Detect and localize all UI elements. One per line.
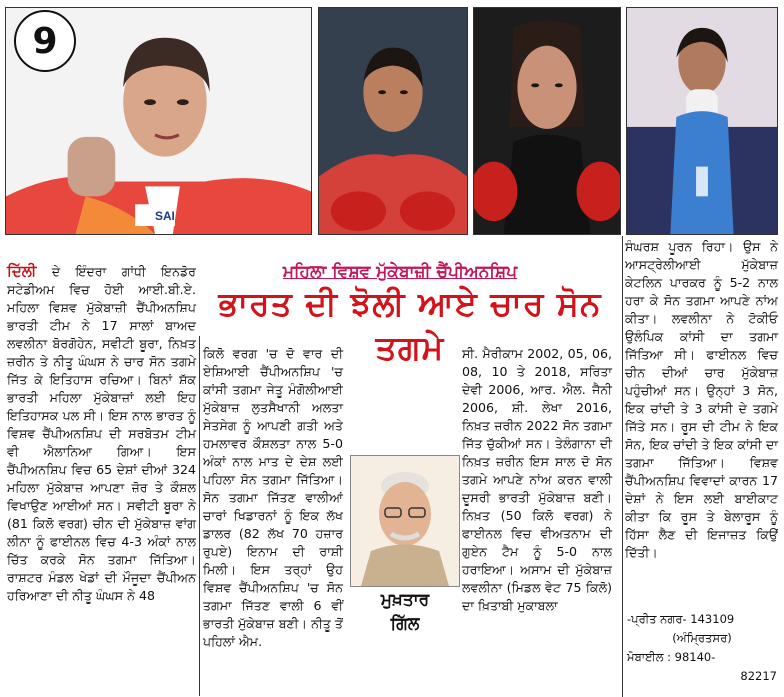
column-1-text: ਦੇ ਇੰਦਰਾ ਗਾਂਧੀ ਇਨਡੋਰ ਸਟੇਡੀਅਮ ਵਿਚ ਹੋਈ ਆਈ.ਬੀ.ਏ. ਮਹਿਲਾ ਵਿਸ਼ਵ ਮੁੱਕੇਬਾਜ਼ੀ ਚੈਂਪੀਅਨਸ਼ਿਪ ਭਾਰਤੀ ਟੀਮ ਨੇ 17 ਸਾਲਾਂ ਬਾਅਦ ਲਵਲੀਨਾ ਬੋਰਗੋਹੇਨ, ਸਵੀਟੀ ਬੂਰਾ, ਨਿਖ਼ਤ ਜ਼ਰੀਨ ਤੇ ਨੀਤੂ ਘੰਘਸ ਨੇ ਚਾਰ ਸੋਨ ਤਗਮੇ ਜਿੱਤ ਕੇ ਇਤਿਹਾਸ ਰਚਿਆ। ਬਿਨਾਂ ਸ਼ੱਕ ਭਾਰਤੀ ਮਹਿਲਾ ਮੁੱਕੇਬਾਜ਼ਾਂ ਲਈ ਇਹ ਇਤਿਹਾਸਕ ਪਲ ਸੀ। ਇਸ ਨਾਲ ਭਾਰਤ ਨੂੰ ਵਿਸ਼ਵ ਚੈਂਪੀਅਨਸ਼ਿਪ ਦੀ ਸਰਬੋਤਮ ਟੀਮ ਵੀ ਐਲਾਨਿਆ ਗਿਆ। ਇਸ ਚੈਂਪੀਅਨਸ਼ਿਪ ਵਿਚ 65 ਦੇਸ਼ਾਂ ਦੀਆਂ 324 ਮਹਿਲਾ ਮੁੱਕੇਬਾਜ਼ ਆਪਣਾ ਜ਼ੋਰ ਤੇ ਕੌਸ਼ਲ ਵਿਖਾਉਣ ਆਈਆਂ ਸਨ। ਸਵੀਟੀ ਬੂਰਾ ਨੇ (81 ਕਿਲੋ ਵਰਗ) ਚੀਨ ਦੀ ਮੁੱਕੇਬਾਜ਼ ਵਾਂਗ ਲੀਨਾ ਨੂੰ ਫਾਈਨਲ ਵਿਚ 4-3 ਅੰਕਾਂ ਨਾਲ ਚਿੱਤ ਕਰਕੇ ਸੋਨ ਤਗਮਾ ਜਿੱਤਿਆ। ਰਾਸ਼ਟਰ ਮੰਡਲ ਖੇਡਾਂ ਦੀ ਮੌਜੂਦਾ ਚੈਂਪੀਅਨ ਹਰਿਆਣਾ ਦੀ ਨੀਤੂ ਘੰਘਸ ਨੇ 48 [7, 264, 196, 603]
column-2-text: ਕਿਲੋ ਵਰਗ 'ਚ ਦੋ ਵਾਰ ਦੀ ਏਸ਼ਿਆਈ ਚੈਂਪੀਅਨਸ਼ਿਪ 'ਚ ਕਾਂਸੀ ਤਗਮਾ ਜੇਤੂ ਮੰਗੋਲੀਆਈ ਮੁੱਕੇਬਾਜ਼ ਲੁਤਸੈਖਾਨੀ ਅਲਤਾ ਸੇਤਸੇਗ ਨੂੰ ਆਪਣੀ ਗਤੀ ਅਤੇ ਹਮਲਾਵਰ ਕੌਸ਼ਲਤਾ ਨਾਲ 5-0 ਅੰਕਾਂ ਨਾਲ ਮਾਤ ਦੇ ਦੇਸ਼ ਲਈ ਪਹਿਲਾ ਸੋਨ ਤਗਮਾ ਜਿੱਤਿਆ। ਸੋਨ ਤਗਮਾ ਜਿੱਤਣ ਵਾਲੀਆਂ ਚਾਰਾਂ ਖਿਡਾਰਨਾਂ ਨੂੰ ਇਕ ਲੱਖ ਡਾਲਰ (82 ਲੱਖ 70 ਹਜ਼ਾਰ ਰੁਪਏ) ਇਨਾਮ ਦੀ ਰਾਸ਼ੀ ਮਿਲੀ। ਇਸ ਤਰ੍ਹਾਂ ਉਹ ਵਿਸ਼ਵ ਚੈਂਪੀਅਨਸ਼ਿਪ 'ਚ ਸੋਨ ਤਗਮਾ ਜਿੱਤਣ ਵਾਲੀ 6 ਵੀਂ ਭਾਰਤੀ ਮੁੱਕੇਬਾਜ਼ ਬਣੀ। ਨੀਤੂ ਤੋਂ ਪਹਿਲਾਂ ਐਮ. [203, 346, 343, 649]
column-4-text: ਸੰਘਰਸ਼ ਪੂਰਨ ਰਿਹਾ। ਉਸ ਨੇ ਆਸਟ੍ਰੇਲੀਆਈ ਮੁੱਕੇਬਾਜ਼ ਕੇਟਲਿਨ ਪਾਰਕਰ ਨੂੰ 5-2 ਨਾਲ ਹਰਾ ਕੇ ਸੋਨ ਤਗਮਾ ਆਪਣੇ ਨਾਂਅ ਕੀਤਾ। ਲਵਲੀਨਾ ਨੇ ਟੋਕੀਓ ਉਲੰਪਿਕ ਕਾਂਸੀ ਦਾ ਤਗਮਾ ਜਿੱਤਿਆ ਸੀ। ਫਾਈਨਲ ਵਿਚ ਚੀਨ ਦੀਆਂ ਚਾਰ ਮੁੱਕੇਬਾਜ਼ ਪਹੁੰਚੀਆਂ ਸਨ। ਉਨ੍ਹਾਂ 3 ਸੋਨ, ਇਕ ਚਾਂਦੀ ਤੇ 3 ਕਾਂਸੀ ਦੇ ਤਗਮੇ ਜਿੱਤੇ ਸਨ। ਰੂਸ ਦੀ ਟੀਮ ਨੇ ਇਕ ਸੋਨ, ਇਕ ਚਾਂਦੀ ਤੇ ਇਕ ਕਾਂਸੀ ਦਾ ਤਗਮਾ ਜਿੱਤਿਆ। ਵਿਸ਼ਵ ਚੈਂਪੀਅਨਸ਼ਿਪ ਵਿਵਾਦਾਂ ਕਾਰਨ 17 ਦੇਸ਼ਾਂ ਨੇ ਇਸ ਲਈ ਬਾਈਕਾਟ ਕੀਤਾ ਕਿ ਰੂਸ ਤੇ ਬੇਲਾਰੂਸ ਨੂੰ ਹਿੱਸਾ ਲੈਣ ਦੀ ਇਜਾਜ਼ਤ ਕਿਉਂ ਦਿੱਤੀ। [625, 239, 778, 560]
column-divider-2 [622, 236, 623, 697]
author-name-line-1: ਮੁਖ਼ਤਾਰ [380, 590, 430, 610]
boxer-illustration-3 [474, 8, 620, 234]
article-column-2 [203, 345, 343, 651]
author-mobile-line-1: ਮੋਬਾਈਲ : 98140- [627, 650, 716, 664]
author-name-line-2: ਗਿੱਲ [390, 614, 420, 634]
boxer-photo-4 [626, 7, 778, 235]
author-address-line-1: -ਪ੍ਰੀਤ ਨਗਰ- 143109 [627, 612, 735, 626]
author-name [350, 588, 460, 636]
article-headline: ਭਾਰਤ ਦੀ ਝੋਲੀ ਆਏ ਚਾਰ ਸੋਨ ਤਗਮੇ [218, 284, 602, 367]
article-column-4 [625, 238, 778, 562]
boxer-illustration-2 [319, 8, 467, 234]
author-illustration [351, 456, 459, 586]
boxer-photo-3 [473, 7, 621, 235]
article-column-3-text [462, 345, 612, 615]
article-subhead: ਮਹਿਲਾ ਵਿਸ਼ਵ ਮੁੱਕੇਬਾਜ਼ੀ ਚੈਂਪੀਅਨਸ਼ਿਪ [282, 262, 518, 282]
author-mobile-line-2: 82217 [740, 669, 777, 683]
column-3-text: ਸੀ. ਮੈਰੀਕਾਮ 2002, 05, 06, 08, 10 ਤੇ 2018, ਸਰਿਤਾ ਦੇਵੀ 2006, ਆਰ. ਐਲ. ਜੈਨੀ 2006, ਸ਼ੀ. ਲੇਖਾ 2016, ਨਿਖ਼ਤ ਜ਼ਰੀਨ 2022 ਸੋਨ ਤਗਮਾ ਜਿੱਤ ਚੁੱਕੀਆਂ ਸਨ। ਤੇਲੰਗਾਨਾ ਦੀ ਨਿਖ਼ਤ ਜ਼ਰੀਨ ਇਸ ਸਾਲ ਦੋ ਸੋਨ ਤਗਮੇ ਆਪਣੇ ਨਾਂਅ ਕਰਨ ਵਾਲੀ ਦੂਸਰੀ ਭਾਰਤੀ ਮੁੱਕੇਬਾਜ਼ ਬਣੀ। ਨਿਖ਼ਤ (50 ਕਿਲੋ ਵਰਗ) ਨੇ ਫਾਈਨਲ ਵਿਚ ਵੀਅਤਨਾਮ ਦੀ ਗੁਏਨ ਟੈਮ ਨੂੰ 5-0 ਨਾਲ ਹਰਾਇਆ। ਅਸਾਮ ਦੀ ਮੁੱਕੇਬਾਜ਼ ਲਵਲੀਨਾ (ਮਿਡਲ ਵੇਟ 75 ਕਿਲੋ) ਦਾ ਖ਼ਿਤਾਬੀ ਮੁਕਾਬਲਾ [462, 346, 612, 613]
lead-word: ਦਿੱਲੀ [7, 262, 37, 280]
author-address-line-2: (ਅੰਮ੍ਰਿਤਸਰ) [672, 631, 732, 645]
column-divider-1 [199, 336, 200, 696]
author-photo [350, 455, 460, 587]
page-number-badge: 9 [14, 10, 76, 72]
boxer-photo-2 [318, 7, 468, 235]
article-column-1 [7, 262, 196, 605]
boxer-illustration-4 [627, 8, 777, 234]
sai-logo: SAI [155, 209, 175, 224]
